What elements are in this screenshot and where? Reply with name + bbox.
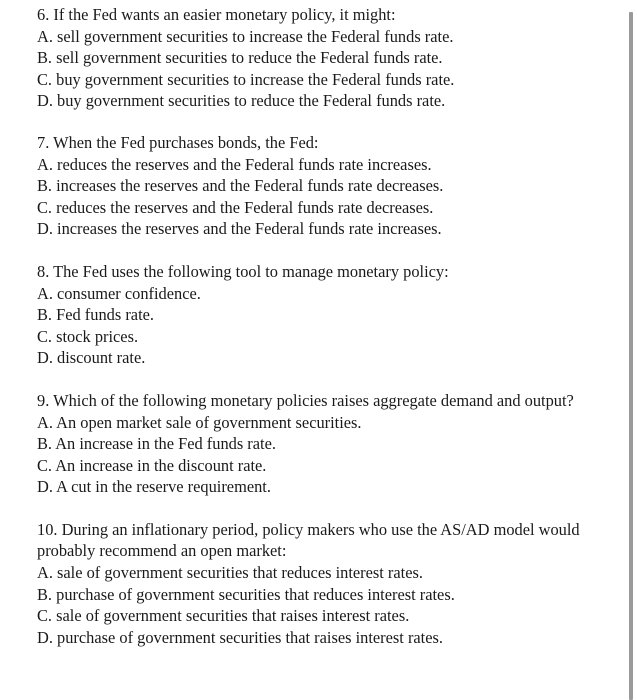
question-6 [37, 4, 607, 112]
answer-option-b: B. purchase of government securities that reduces interest rates. [37, 584, 455, 604]
page-edge-divider [629, 12, 633, 700]
question-list [37, 4, 607, 668]
answer-option-c: C. sale of government securities that raises interest rates. [37, 606, 410, 626]
question-stem: 6. If the Fed wants an easier monetary policy, it might: [37, 5, 396, 24]
answer-option-c: C. reduces the reserves and the Federal funds rate decreases. [37, 197, 434, 217]
question-8 [37, 261, 607, 369]
answer-option-c: C. An increase in the discount rate. [37, 455, 267, 475]
answer-option-a: A. An open market sale of government securities. [37, 412, 362, 432]
answer-option-a: A. sale of government securities that reduces interest rates. [37, 563, 423, 583]
answer-option-d: D. buy government securities to reduce the Federal funds rate. [37, 91, 446, 111]
answer-option-a: A. reduces the reserves and the Federal funds rate increases. [37, 154, 432, 174]
answer-option-b: B. increases the reserves and the Federal funds rate decreases. [37, 176, 444, 196]
answer-option-a: A. sell government securities to increase the Federal funds rate. [37, 26, 454, 46]
question-stem: 9. Which of the following monetary policies raises aggregate demand and output? [37, 390, 574, 410]
question-9 [37, 390, 607, 498]
answer-option-c: C. stock prices. [37, 326, 139, 346]
question-10 [37, 519, 607, 649]
question-7 [37, 132, 607, 240]
answer-option-a: A. consumer confidence. [37, 283, 201, 303]
question-stem: 10. During an inflationary period, policy makers who use the AS/AD model would probably recommend an open market: [37, 519, 580, 561]
answer-option-c: C. buy government securities to increase the Federal funds rate. [37, 69, 455, 89]
answer-option-b: B. An increase in the Fed funds rate. [37, 434, 276, 454]
answer-option-d: D. A cut in the reserve requirement. [37, 477, 271, 497]
answer-option-b: B. sell government securities to reduce the Federal funds rate. [37, 48, 443, 68]
question-stem: 8. The Fed uses the following tool to manage monetary policy: [37, 261, 449, 281]
answer-option-d: D. purchase of government securities that raises interest rates. [37, 627, 443, 647]
answer-option-d: D. increases the reserves and the Federal funds rate increases. [37, 219, 442, 239]
question-stem: 7. When the Fed purchases bonds, the Fed: [37, 132, 319, 152]
answer-option-d: D. discount rate. [37, 348, 146, 368]
answer-option-b: B. Fed funds rate. [37, 305, 154, 325]
